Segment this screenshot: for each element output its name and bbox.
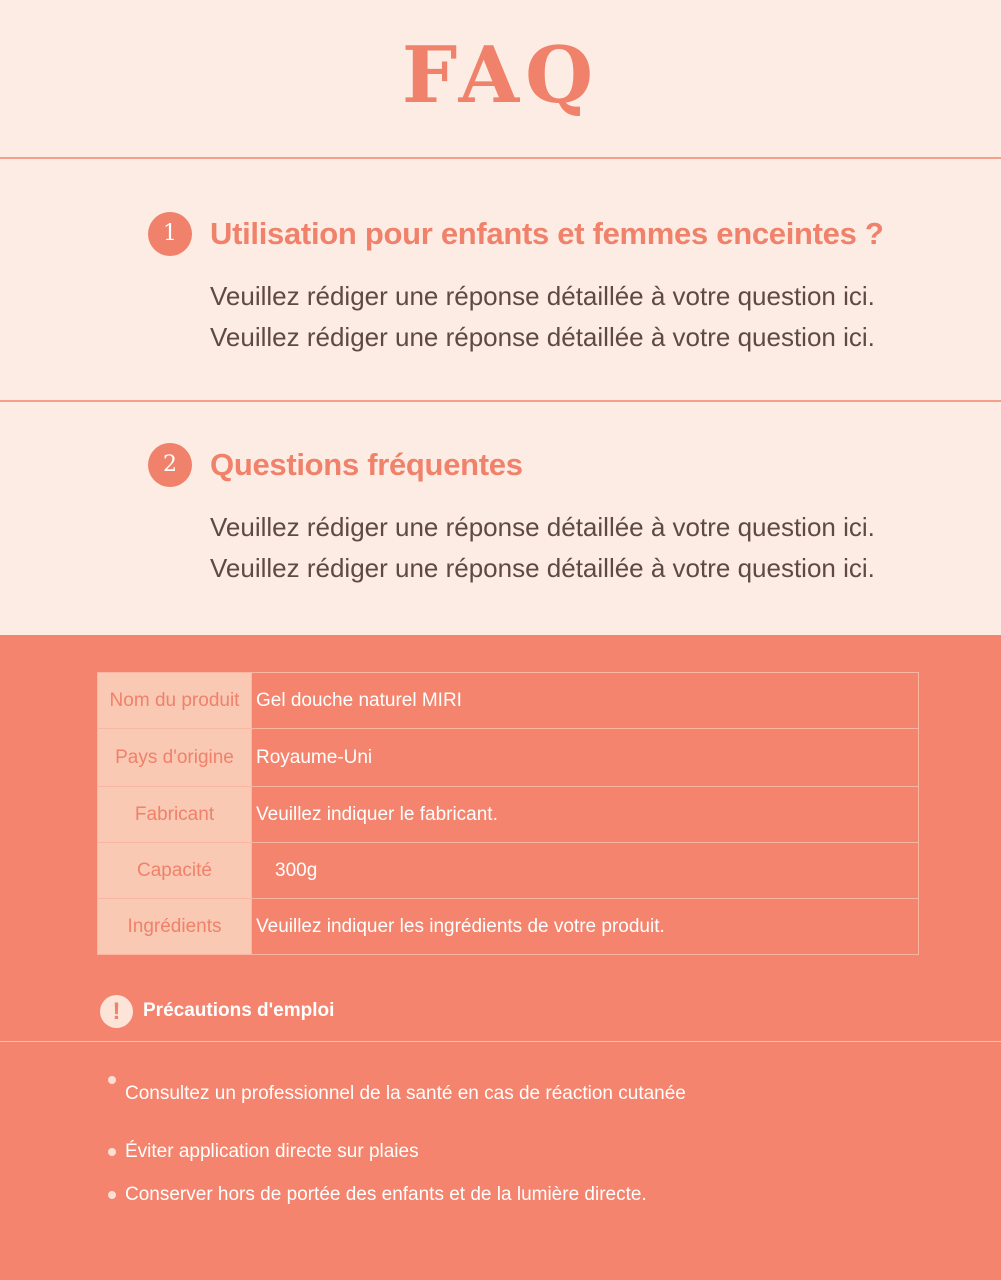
faq-answer-line: Veuillez rédiger une réponse détaillée à votre question ici. [210,281,875,311]
header [0,0,1001,158]
faq-number-badge: 2 [148,443,192,487]
product-info-panel [0,635,1001,1280]
table-row [98,843,919,899]
faq-question: Utilisation pour enfants et femmes enceintes ? [210,216,884,251]
table-row [98,673,919,729]
spec-key: Fabricant [98,787,252,843]
faq-number-badge: 1 [148,212,192,256]
spec-value: Veuillez indiquer les ingrédients de votre produit. [252,899,919,955]
divider-top [0,157,1001,159]
spec-key: Ingrédients [98,899,252,955]
table-row [98,899,919,955]
precaution-item: Éviter application directe sur plaies [125,1141,419,1162]
exclamation-icon: ! [100,995,133,1028]
spec-value: Veuillez indiquer le fabricant. [252,787,919,843]
spec-key: Capacité [98,843,252,899]
divider-middle [0,400,1001,402]
faq-answer-line: Veuillez rédiger une réponse détaillée à votre question ici. [210,553,875,583]
table-row [98,787,919,843]
bullet-icon [108,1191,116,1199]
bullet-icon [108,1148,116,1156]
precaution-item: Conserver hors de portée des enfants et de la lumière directe. [125,1184,647,1205]
spec-value: Royaume-Uni [252,729,919,787]
page-title: FAQ [401,30,600,121]
faq-question: Questions fréquentes [210,447,523,482]
spec-value: Gel douche naturel MIRI [252,673,919,729]
table-row [98,729,919,787]
bullet-icon [108,1076,116,1084]
faq-answer-line: Veuillez rédiger une réponse détaillée à votre question ici. [210,322,875,352]
spec-value: 300g [252,843,919,899]
faq-answer-line: Veuillez rédiger une réponse détaillée à votre question ici. [210,512,875,542]
spec-key: Pays d'origine [98,729,252,787]
precautions-title: Précautions d'emploi [143,1000,335,1021]
spec-key: Nom du produit [98,673,252,729]
product-specs-table [97,672,919,955]
divider-precautions [0,1041,1001,1042]
precaution-item: Consultez un professionnel de la santé en cas de réaction cutanée [125,1083,686,1104]
